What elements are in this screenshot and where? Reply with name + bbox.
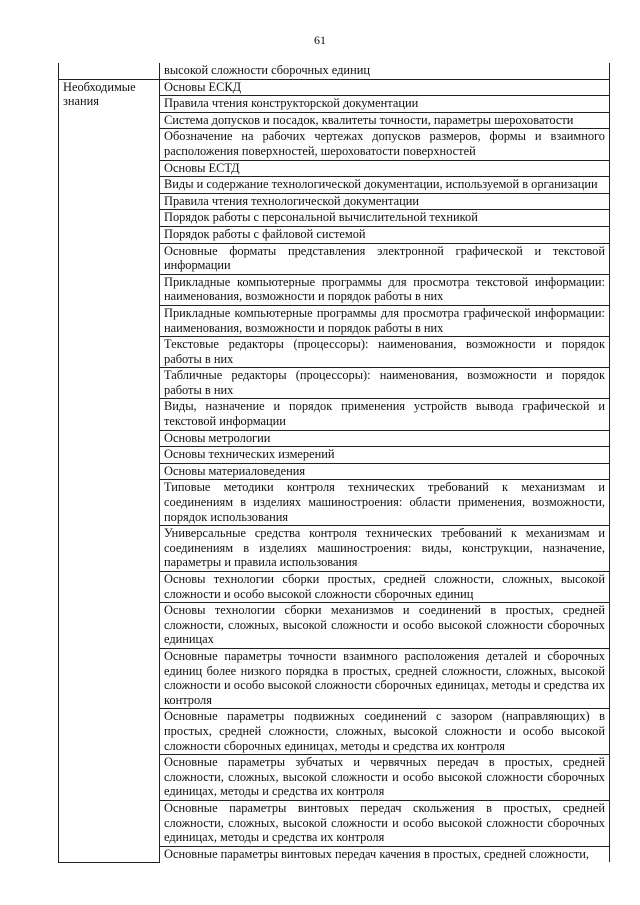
knowledge-item: Обозначение на рабочих чертежах допусков размеров, формы и взаимного расположения поверхностей, шероховатости поверхностей bbox=[160, 129, 610, 160]
knowledge-item: Правила чтения конструкторской документации bbox=[160, 96, 610, 113]
knowledge-item: Универсальные средства контроля технических требований к механизмам и соединениям в изделиях машиностроения: виды, конструкции, назначение, параметры и правила использования bbox=[160, 526, 610, 572]
knowledge-item: Основы технологии сборки простых, средней сложности, сложных, высокой сложности и особо высокой сложности сборочных единиц bbox=[160, 572, 610, 603]
knowledge-item: Основные параметры зубчатых и червячных передач в простых, средней сложности, сложных, высокой сложности и особо высокой сложности сборочных единицах, методы и средства их контроля bbox=[160, 755, 610, 801]
knowledge-item: Виды, назначение и порядок применения устройств вывода графической и текстовой информации bbox=[160, 399, 610, 430]
empty-label-cell bbox=[59, 63, 160, 79]
knowledge-item: Основные параметры винтовых передач скольжения в простых, средней сложности, сложных, высокой сложности и особо высокой сложности сборочных единицах, методы и средства их контроля bbox=[160, 800, 610, 846]
knowledge-item: Основные параметры точности взаимного расположения деталей и сборочных единиц более низкого порядка в простых, средней сложности, сложных, высокой сложности и особо высокой сложности сборочных единицах, методы и средства их контроля bbox=[160, 648, 610, 708]
knowledge-item: Основы ЕСКД bbox=[160, 79, 610, 96]
knowledge-item: Виды и содержание технологической документации, используемой в организации bbox=[160, 177, 610, 194]
continuation-cell: высокой сложности сборочных единиц bbox=[160, 63, 610, 79]
table-row bbox=[59, 63, 610, 79]
table-row bbox=[59, 79, 610, 96]
knowledge-item: Табличные редакторы (процессоры): наименования, возможности и порядок работы в них bbox=[160, 368, 610, 399]
knowledge-item: Основы материаловедения bbox=[160, 463, 610, 480]
knowledge-item: Система допусков и посадок, квалитеты точности, параметры шероховатости bbox=[160, 112, 610, 129]
section-label: Необходимые знания bbox=[59, 79, 160, 862]
knowledge-item: Прикладные компьютерные программы для просмотра графической информации: наименования, возможности и порядок работы в них bbox=[160, 305, 610, 336]
knowledge-item: Текстовые редакторы (процессоры): наименования, возможности и порядок работы в них bbox=[160, 337, 610, 368]
knowledge-item: Основы ЕСТД bbox=[160, 160, 610, 177]
page-number: 61 bbox=[314, 33, 326, 47]
knowledge-item: Основы технических измерений bbox=[160, 447, 610, 464]
knowledge-item: Правила чтения технологической документации bbox=[160, 193, 610, 210]
knowledge-item: Основные форматы представления электронной графической и текстовой информации bbox=[160, 243, 610, 274]
knowledge-item: Основы технологии сборки механизмов и соединений в простых, средней сложности, сложных, высокой сложности и особо высокой сложности сборочных единицах bbox=[160, 603, 610, 649]
knowledge-item: Основные параметры винтовых передач качения в простых, средней сложности, bbox=[160, 846, 610, 862]
knowledge-item: Порядок работы с персональной вычислительной техникой bbox=[160, 210, 610, 227]
knowledge-item: Порядок работы с файловой системой bbox=[160, 226, 610, 243]
knowledge-item: Основные параметры подвижных соединений с зазором (направляющих) в простых, средней сложности, сложных, высокой сложности и особо высокой сложности сборочных единицах, методы и средства их контроля bbox=[160, 709, 610, 755]
knowledge-item: Типовые методики контроля технических требований к механизмам и соединениям в изделиях машиностроения: области применения, возможности, порядок использования bbox=[160, 480, 610, 526]
knowledge-table bbox=[58, 63, 610, 863]
knowledge-item: Основы метрологии bbox=[160, 430, 610, 447]
knowledge-item: Прикладные компьютерные программы для просмотра текстовой информации: наименования, возможности и порядок работы в них bbox=[160, 274, 610, 305]
